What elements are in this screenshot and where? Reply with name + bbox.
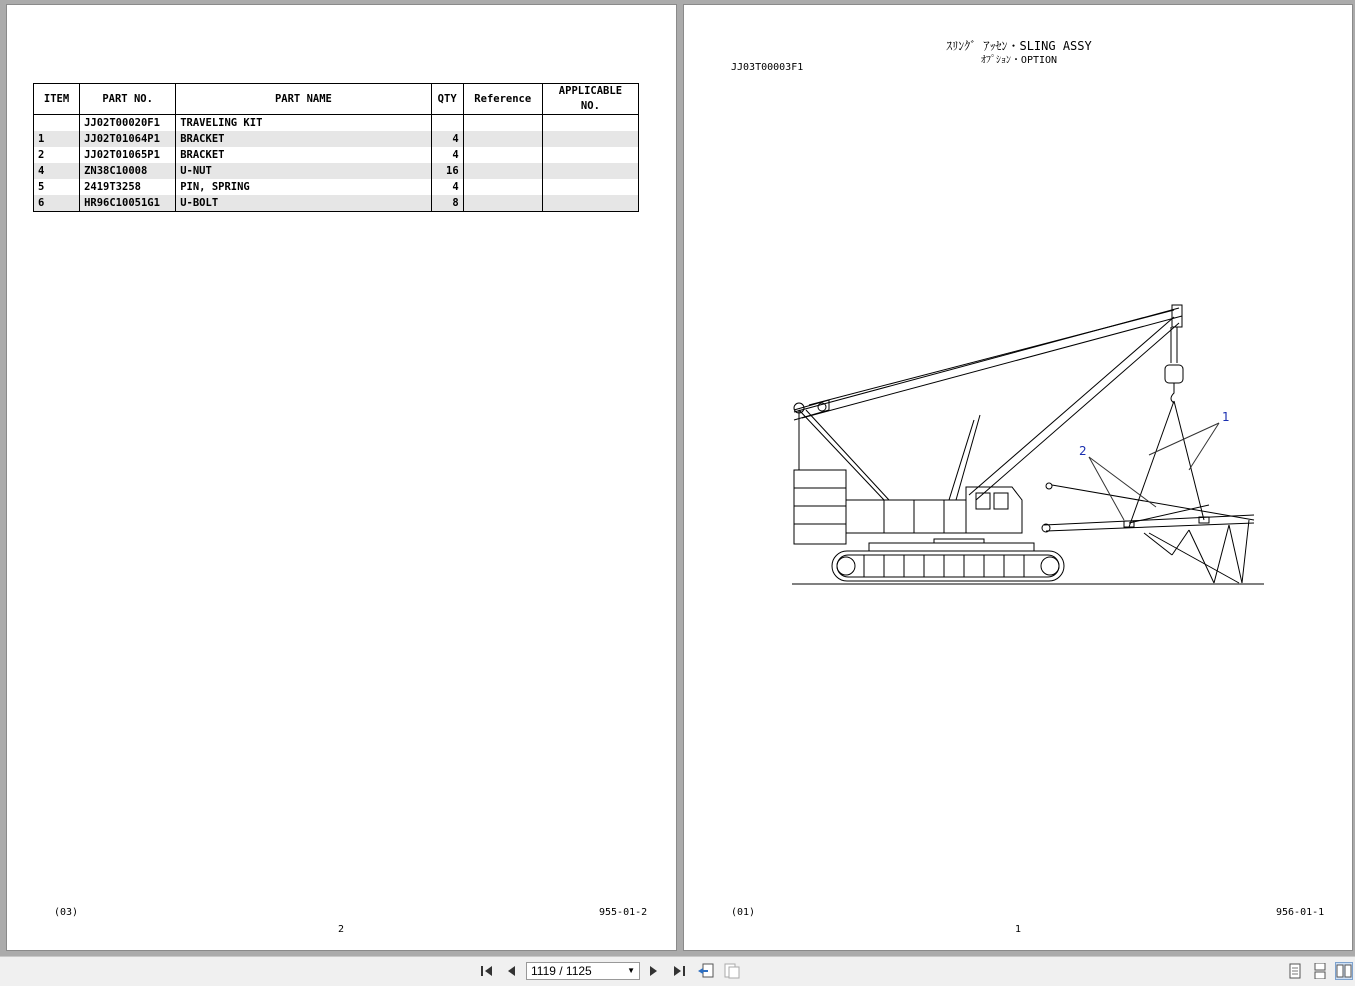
cell-part-name: U-BOLT [176,195,431,212]
continuous-view-button[interactable] [1311,962,1329,980]
cell-item: 1 [34,131,80,147]
page-number: 2 [338,924,345,935]
callout-1: 1 [1222,410,1230,424]
table-row [34,195,639,212]
cell-part-no: JJ02T00020F1 [80,115,176,132]
header-applicable-no: APPLICABLE NO. [542,84,638,115]
cell-applicable [542,163,638,179]
facing-pages-view-button[interactable] [1335,962,1353,980]
single-page-icon [1288,963,1302,979]
cell-part-no: JJ02T01065P1 [80,147,176,163]
cell-applicable [542,179,638,195]
cell-applicable [542,131,638,147]
first-page-icon [479,964,495,978]
drawing-subtitle: ｵﾌﾟｼｮﾝ・OPTION [980,55,1058,66]
header-item: ITEM [34,84,80,115]
first-page-button[interactable] [478,962,496,980]
cell-item: 6 [34,195,80,212]
next-view-button[interactable] [723,962,741,980]
header-part-no: PART NO. [80,84,176,115]
go-forward-view-icon [723,963,741,979]
callout-2: 2 [1079,444,1087,458]
cell-qty: 4 [431,179,463,195]
cell-part-name: U-NUT [176,163,431,179]
header-qty: QTY [431,84,463,115]
next-page-icon [646,964,662,978]
cell-reference [463,179,542,195]
cell-item [34,115,80,132]
next-page-button[interactable] [645,962,663,980]
cell-qty: 8 [431,195,463,212]
crane-sling-illustration [784,295,1274,595]
last-page-icon [671,964,687,978]
revision-label: (01) [731,907,756,918]
last-page-button[interactable] [670,962,688,980]
page-number: 1 [1015,924,1022,935]
cell-part-no: 2419T3258 [80,179,176,195]
cell-part-name: TRAVELING KIT [176,115,431,132]
right-document-page [683,4,1353,951]
cell-applicable [542,147,638,163]
cell-reference [463,195,542,212]
prev-page-icon [503,964,519,978]
cell-reference [463,115,542,132]
header-reference: Reference [463,84,542,115]
cell-applicable [542,115,638,132]
cell-qty: 4 [431,147,463,163]
cell-item: 4 [34,163,80,179]
table-row [34,131,639,147]
page-number-field[interactable] [526,962,640,980]
cell-part-no: ZN38C10008 [80,163,176,179]
left-document-page [6,4,677,951]
continuous-page-icon [1313,963,1327,979]
viewer-toolbar [0,956,1355,986]
page-indicator-text: 1119 / 1125 [531,964,592,978]
table-header-row [34,84,639,115]
table-row [34,179,639,195]
cell-applicable [542,195,638,212]
page-code: 956-01-1 [1276,907,1325,918]
cell-part-name: PIN, SPRING [176,179,431,195]
cell-part-name: BRACKET [176,147,431,163]
single-page-view-button[interactable] [1286,962,1304,980]
dropdown-arrow-icon: ▼ [627,966,635,975]
drawing-title: ｽﾘﾝｸﾞ ｱｯｾﾝ・SLING ASSY [946,39,1092,53]
page-code: 955-01-2 [599,907,648,918]
previous-page-button[interactable] [502,962,520,980]
revision-label: (03) [54,907,79,918]
parts-table [33,83,639,212]
cell-part-name: BRACKET [176,131,431,147]
go-back-view-icon [697,963,715,979]
cell-qty: 16 [431,163,463,179]
table-row [34,163,639,179]
cell-qty [431,115,463,132]
table-row [34,147,639,163]
table-row [34,115,639,132]
drawing-code: JJ03T00003F1 [731,62,804,73]
cell-item: 5 [34,179,80,195]
cell-reference [463,147,542,163]
cell-reference [463,131,542,147]
header-part-name: PART NAME [176,84,431,115]
cell-item: 2 [34,147,80,163]
cell-part-no: HR96C10051G1 [80,195,176,212]
previous-view-button[interactable] [697,962,715,980]
cell-reference [463,163,542,179]
cell-qty: 4 [431,131,463,147]
facing-pages-icon [1336,964,1352,978]
cell-part-no: JJ02T01064P1 [80,131,176,147]
